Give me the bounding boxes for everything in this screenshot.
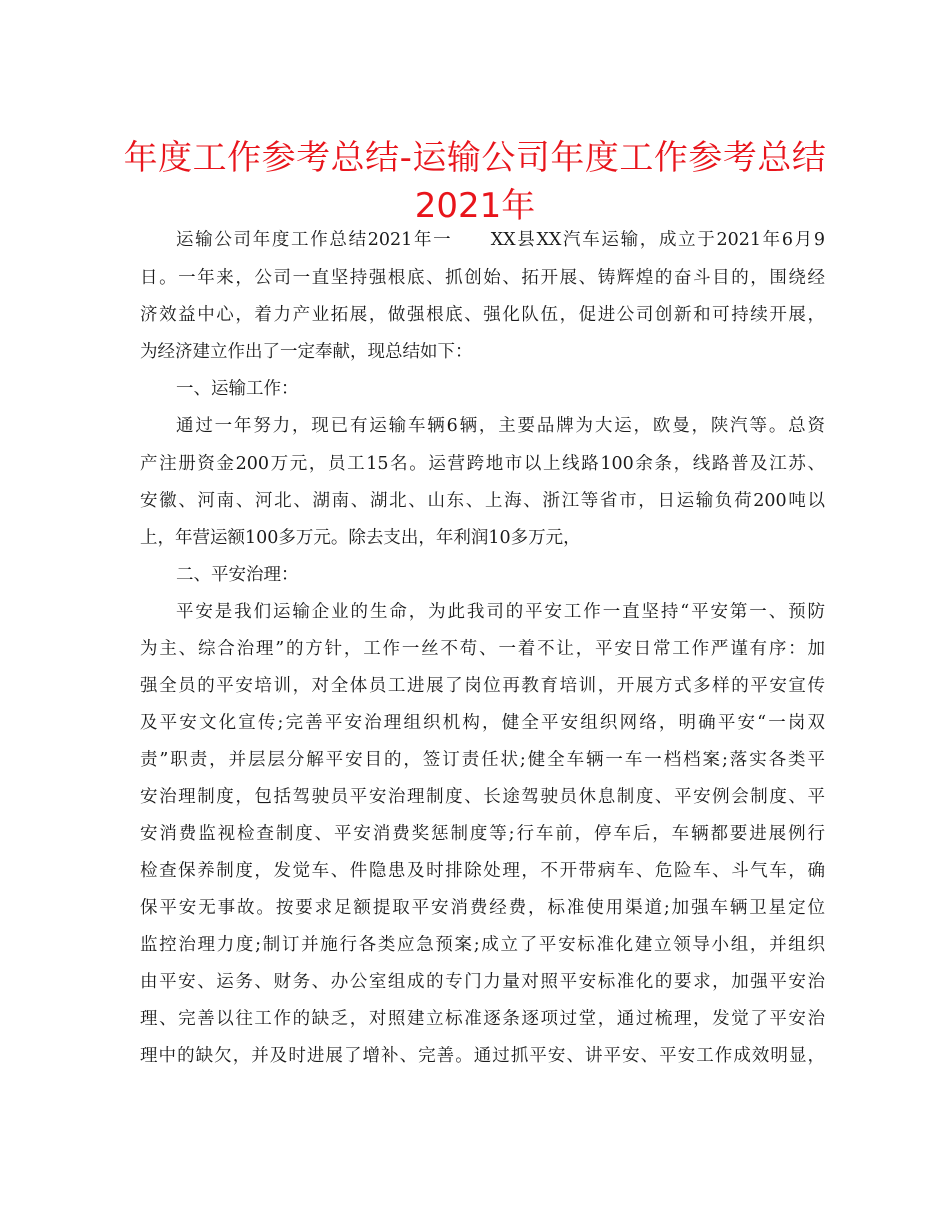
- body-line: 为经济建立作出了一定奉献，现总结如下：: [140, 342, 473, 362]
- body-line: 责”职责，并层层分解平安目的，签订责任状;健全车辆一车一档档案;落实各类平: [140, 750, 825, 770]
- body-line: 安消费监视检查制度、平安消费奖惩制度等;行车前，停车后，车辆都要进展例行: [140, 824, 825, 844]
- body-line: 理中的缺欠，并及时进展了增补、完善。通过抓平安、讲平安、平安工作成效明显，: [140, 1046, 825, 1066]
- body-line: 日。一年来，公司一直坚持强根底、抓创始、拓开展、铸辉煌的奋斗目的，围绕经: [140, 268, 825, 288]
- body-line: 安治理制度，包括驾驶员平安治理制度、长途驾驶员休息制度、平安例会制度、平: [140, 787, 825, 807]
- document-title-line-1: 年度工作参考总结-运输公司年度工作参考总结: [123, 138, 827, 178]
- body-line: 济效益中心，着力产业拓展，做强根底、强化队伍，促进公司创新和可持续开展，: [140, 305, 825, 325]
- body-line: 监控治理力度;制订并施行各类应急预案;成立了平安标准化建立领导小组，并组织: [140, 935, 825, 955]
- body-line: 运输公司年度工作总结2021年一 XX县XX汽车运输，成立于2021年6月9: [176, 230, 825, 250]
- body-line: 保平安无事故。按要求足额提取平安消费经费，标准使用渠道;加强车辆卫星定位: [140, 898, 825, 918]
- body-line: 产注册资金200万元，员工15名。运营跨地市以上线路100余条，线路普及江苏、: [140, 454, 825, 474]
- body-line: 检查保养制度，发觉车、件隐患及时排除处理，不开带病车、危险车、斗气车，确: [140, 861, 825, 881]
- section-heading: 二、平安治理：: [176, 565, 299, 585]
- body-line: 安徽、河南、河北、湖南、湖北、山东、上海、浙江等省市，日运输负荷200吨以: [140, 491, 825, 511]
- body-line: 理、完善以往工作的缺乏，对照建立标准逐条逐项过堂，通过梳理，发觉了平安治: [140, 1009, 825, 1029]
- body-line: 为主、综合治理”的方针，工作一丝不苟、一着不让，平安日常工作严谨有序：加: [140, 639, 825, 659]
- section-heading: 一、运输工作：: [176, 379, 299, 399]
- body-line: 由平安、运务、财务、办公室组成的专门力量对照平安标准化的要求，加强平安治: [140, 972, 825, 992]
- body-line: 平安是我们运输企业的生命，为此我司的平安工作一直坚持“平安第一、预防: [176, 602, 825, 622]
- body-line: 通过一年努力，现已有运输车辆6辆，主要品牌为大运，欧曼，陕汽等。总资: [176, 416, 825, 436]
- body-line: 及平安文化宣传;完善平安治理组织机构，健全平安组织网络，明确平安“一岗双: [140, 713, 825, 733]
- document-title-line-2: 2021年: [414, 186, 536, 226]
- body-line: 强全员的平安培训，对全体员工进展了岗位再教育培训，开展方式多样的平安宣传: [140, 676, 825, 696]
- body-line: 上，年营运额100多万元。除去支出，年利润10多万元，: [140, 528, 581, 548]
